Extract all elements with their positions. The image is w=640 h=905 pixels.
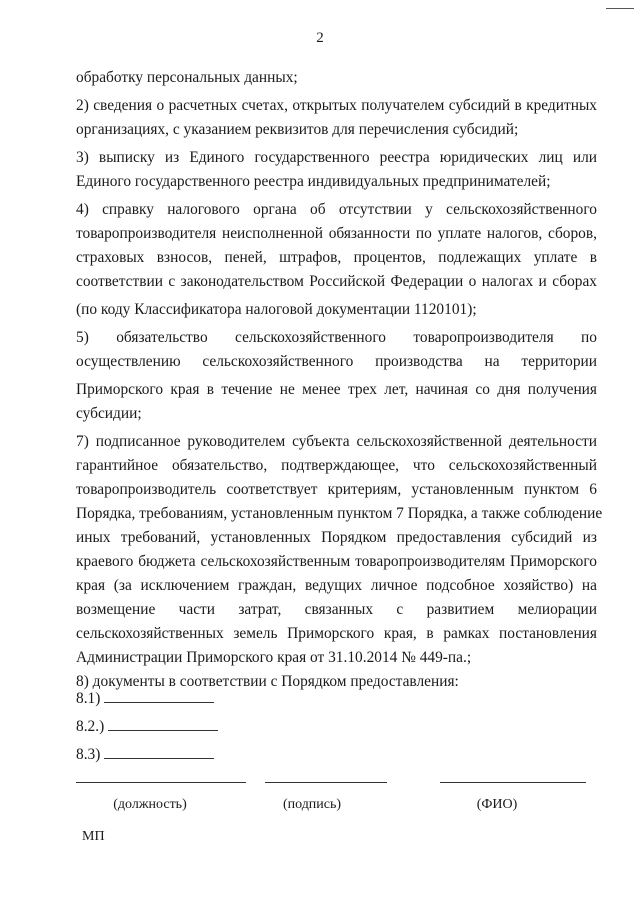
document-line: соответствии с законодательством Российской Федерации о налогах и сборах bbox=[76, 273, 597, 290]
document-line: осуществлению сельскохозяйственного производства на территории bbox=[76, 353, 597, 370]
fill-in-line bbox=[108, 716, 218, 731]
document-line: товаропроизводителя неисполненной обязанности по уплате налогов, сборов, bbox=[76, 225, 597, 242]
fill-in-line bbox=[104, 744, 214, 759]
page-number: 2 bbox=[316, 30, 324, 46]
document-line: товаропроизводитель соответствует критериям, установленным пунктом 6 bbox=[76, 481, 597, 498]
blank-item-label: 8.2.) bbox=[76, 718, 105, 735]
name-signature-line bbox=[440, 782, 586, 783]
stamp-place-label: МП bbox=[82, 829, 105, 844]
signature-line bbox=[265, 782, 387, 783]
document-line: краевого бюджета сельскохозяйственным товаропроизводителям Приморского bbox=[76, 553, 597, 570]
document-line: 5) обязательство сельскохозяйственного товаропроизводителя по bbox=[76, 329, 597, 346]
document-line: обработку персональных данных; bbox=[76, 69, 298, 86]
blank-item-8-1 bbox=[76, 688, 214, 709]
position-signature-line bbox=[76, 782, 246, 783]
document-line: возмещение части затрат, связанных с развитием мелиорации bbox=[76, 601, 597, 618]
signature-caption: (подпись) bbox=[282, 797, 342, 812]
document-line: страховых взносов, пеней, штрафов, процентов, подлежащих уплате в bbox=[76, 249, 597, 266]
blank-item-label: 8.1) bbox=[76, 690, 101, 707]
document-line: 8) документы в соответствии с Порядком предоставления: bbox=[76, 673, 459, 690]
document-line: субсидии; bbox=[76, 405, 142, 422]
document-line: иных требований, установленных Порядком предоставления субсидий из bbox=[76, 529, 597, 546]
document-line: Администрации Приморского края от 31.10.2014 № 449-па.; bbox=[76, 649, 472, 666]
document-line: 2) сведения о расчетных счетах, открытых получателем субсидий в кредитных bbox=[76, 97, 597, 114]
document-line: организациях, с указанием реквизитов для перечисления субсидий; bbox=[76, 121, 519, 138]
document-line: (по коду Классификатора налоговой документации 1120101); bbox=[76, 301, 477, 318]
document-line: 4) справку налогового органа об отсутствии у сельскохозяйственного bbox=[76, 201, 597, 218]
fill-in-line bbox=[104, 688, 214, 703]
blank-item-8-2 bbox=[76, 716, 218, 737]
blank-item-label: 8.3) bbox=[76, 746, 101, 763]
position-caption: (должность) bbox=[113, 797, 187, 812]
name-caption: (ФИО) bbox=[476, 797, 518, 812]
document-line: Порядка, требованиям, установленным пунктом 7 Порядка, а также соблюдение bbox=[76, 505, 603, 522]
document-line: гарантийное обязательство, подтверждающее, что сельскохозяйственный bbox=[76, 457, 597, 474]
document-line: Приморского края в течение не менее трех лет, начиная со дня получения bbox=[76, 381, 597, 398]
document-line: сельскохозяйственных земель Приморского края, в рамках постановления bbox=[76, 625, 597, 642]
document-line: края (за исключением граждан, ведущих личное подсобное хозяйство) на bbox=[76, 577, 597, 594]
document-line: 3) выписку из Единого государственного реестра юридических лиц или bbox=[76, 149, 597, 166]
document-line: 7) подписанное руководителем субъекта сельскохозяйственной деятельности bbox=[76, 433, 597, 450]
blank-item-8-3 bbox=[76, 744, 214, 765]
document-line: Единого государственного реестра индивидуальных предпринимателей; bbox=[76, 173, 551, 190]
corner-mark bbox=[606, 8, 634, 9]
